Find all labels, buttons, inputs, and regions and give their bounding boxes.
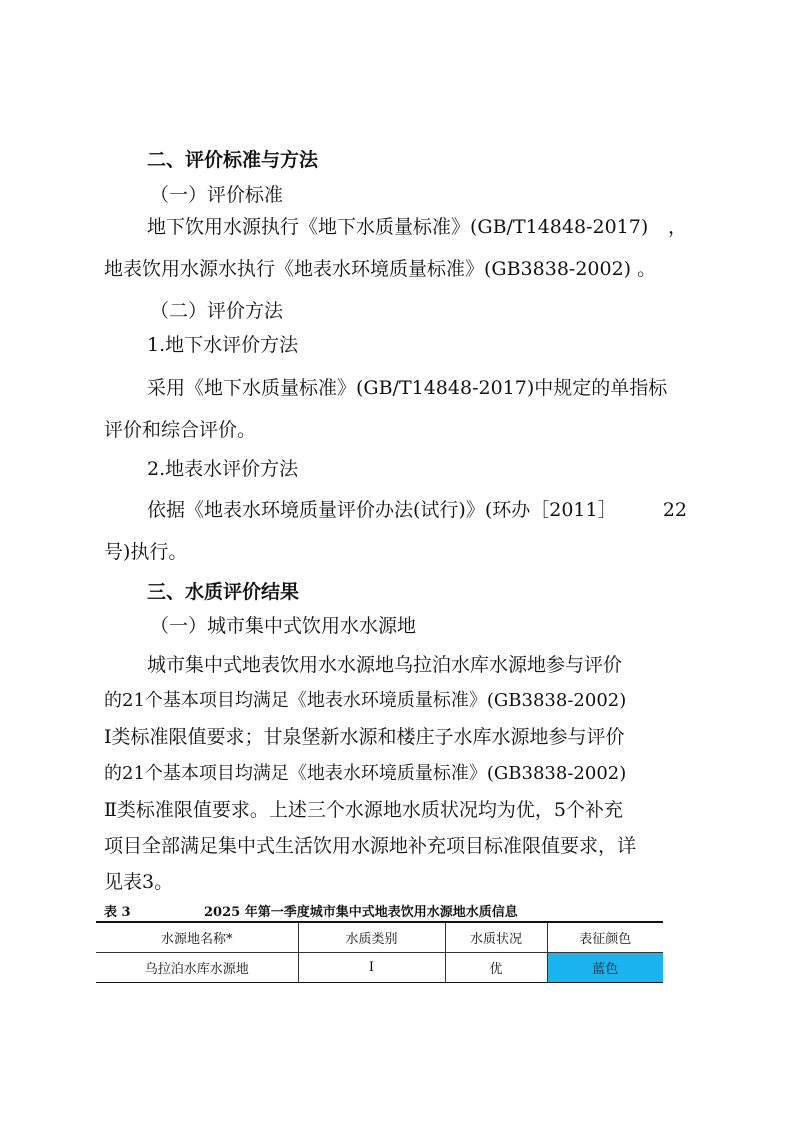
cell-quality-category: Ⅰ (298, 953, 445, 983)
paragraph-line: 地表饮用水源水执行《地表水环境质量标准》(GB3838-2002) 。 (104, 258, 657, 280)
paragraph-line: 号)执行。 (104, 541, 188, 563)
column-header: 水质类别 (298, 922, 445, 953)
subsection-heading-evaluation-method: （二）评价方法 (150, 300, 284, 322)
cell-indicator-color: 蓝色 (547, 953, 663, 983)
paragraph-line: 城市集中式地表饮用水水源地乌拉泊水库水源地参与评价 (147, 654, 623, 676)
section-heading-3: 三、水质评价结果 (147, 581, 300, 603)
paragraph-line: 评价和综合评价。 (104, 419, 257, 441)
paragraph-line: 项目全部满足集中式生活饮用水源地补充项目标准限值要求，详 (104, 835, 637, 857)
paragraph-line: Ⅰ类标准限值要求；甘泉堡新水源和楼庄子水库水源地参与评价 (104, 726, 625, 748)
paragraph-line: 的21个基本项目均满足《地表水环境质量标准》(GB3838-2002) (104, 763, 627, 784)
paragraph-line (147, 214, 687, 240)
cell-source-name: 乌拉泊水库水源地 (144, 962, 249, 977)
table-header-row (96, 922, 663, 953)
paragraph-line: 的21个基本项目均满足《地表水环境质量标准》(GB3838-2002) (104, 690, 627, 711)
text-span: 地下饮用水源执行《地下水质量标准》(GB/T14848-2017) (147, 216, 649, 238)
paragraph-line (147, 497, 687, 523)
cell-quality-status: 优 (445, 953, 547, 983)
text-span: ， (667, 216, 687, 238)
text-span: 22 (662, 499, 687, 521)
subsection-heading-evaluation-standard: （一）评价标准 (150, 184, 284, 206)
paragraph-line: 采用《地下水质量标准》(GB/T14848-2017)中规定的单指标 (147, 377, 668, 399)
table-title: 2025 年第一季度城市集中式地表饮用水源地水质信息 (204, 905, 518, 920)
paragraph-line: 见表3。 (104, 871, 174, 893)
column-header: 表征颜色 (547, 922, 663, 953)
table-number: 表 3 (104, 905, 131, 920)
sub-item-heading-groundwater: 1.地下水评价方法 (147, 334, 299, 356)
sub-item-heading-surface-water: 2.地表水评价方法 (147, 458, 299, 480)
column-header: 水质状况 (445, 922, 547, 953)
paragraph-line: Ⅱ类标准限值要求。上述三个水源地水质状况均为优，5个补充 (104, 799, 624, 821)
water-quality-table (96, 921, 663, 983)
column-header: 水源地名称* (160, 932, 233, 947)
section-heading-2: 二、评价标准与方法 (147, 149, 319, 171)
subsection-heading-urban-water-source: （一）城市集中式饮用水水源地 (150, 615, 417, 637)
table-row (96, 953, 663, 983)
text-span: 依据《地表水环境质量评价办法(试行)》(环办［2011］ (147, 499, 617, 521)
